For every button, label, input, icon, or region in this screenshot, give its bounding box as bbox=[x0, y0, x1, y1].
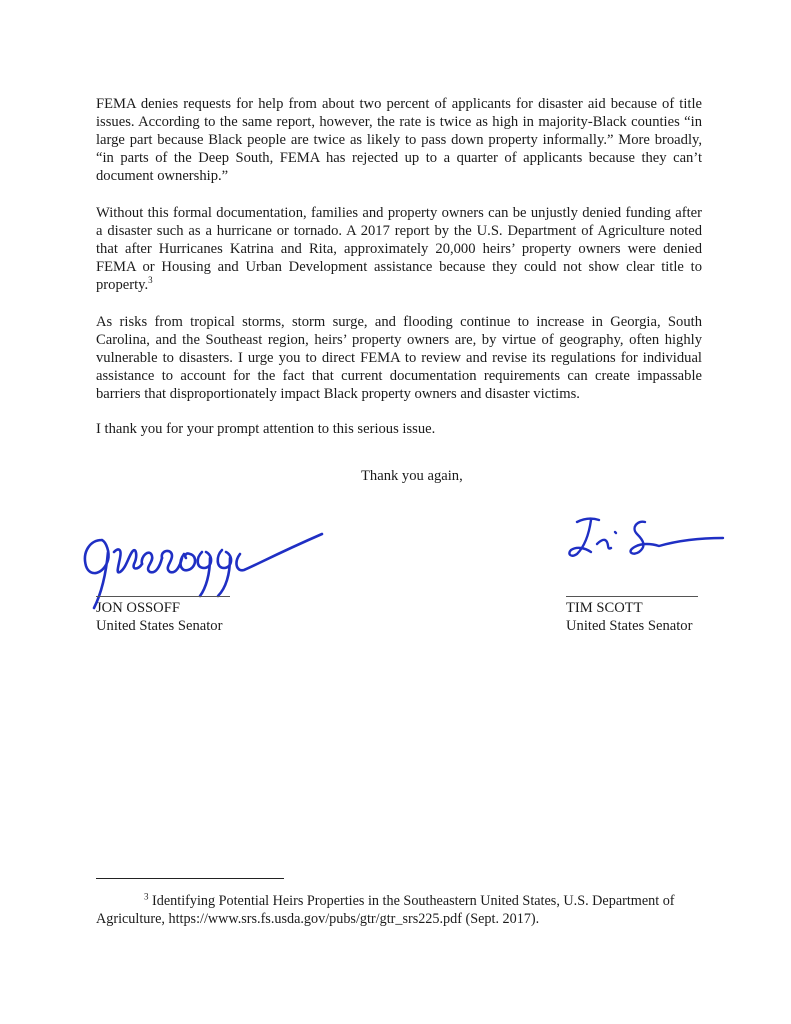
paragraph-risks-request: As risks from tropical storms, storm surge, and flooding continue to increase in Georgia, South Carolina, and the Southeast region, heirs’ property owners are, by virtue of geography, often highly vulnerable to disasters. I urge you to direct FEMA to review and revise its regulations for individual assistance to account for the fact that current documentation requirements can create impassable barriers that disproportionately impact Black property owners and disaster victims. bbox=[96, 314, 702, 403]
signer-title: United States Senator bbox=[96, 618, 223, 634]
signer-title: United States Senator bbox=[566, 618, 693, 634]
signer-name: TIM SCOTT bbox=[566, 600, 643, 616]
paragraph-thanks: I thank you for your prompt attention to this serious issue. bbox=[96, 421, 436, 437]
paragraph-text: Without this formal documentation, families and property owners can be unjustly denied funding after a disaster such as a hurricane or tornado. A 2017 report by the U.S. Department of Agriculture noted that after Hurricanes Katrina and Rita, approximately 20,000 heirs’ property owners were denied FEMA or Housing and Urban Development assistance because they could not show clear title to property. bbox=[96, 205, 702, 294]
footnote-reference: 3 bbox=[148, 275, 153, 286]
signature-line-right bbox=[566, 596, 698, 597]
footnote-marker: 3 bbox=[144, 891, 149, 902]
signature-line-left bbox=[96, 596, 230, 597]
footnote bbox=[96, 892, 704, 928]
footnote-text: Identifying Potential Heirs Properties in the Southeastern United States, U.S. Department of Agriculture, https://www.srs.fs.usda.gov/pubs/gtr/gtr_srs225.pdf (Sept. 2017). bbox=[96, 893, 675, 927]
paragraph-fema-title-issues: FEMA denies requests for help from about two percent of applicants for disaster aid because of title issues. According to the same report, however, the rate is twice as high in majority-Black counties “in large part because Black people are twice as likely to pass down property informally.” More broadly, “in parts of the Deep South, FEMA has rejected up to a quarter of applicants because they can’t document ownership.” bbox=[96, 96, 702, 185]
signature-scott bbox=[563, 508, 728, 573]
closing-line: Thank you again, bbox=[361, 468, 463, 484]
signer-name: JON OSSOFF bbox=[96, 600, 180, 616]
footnote-separator bbox=[96, 878, 284, 879]
signer-block-ossoff bbox=[96, 599, 222, 635]
paragraph-formal-documentation bbox=[96, 204, 702, 294]
signer-block-scott bbox=[566, 599, 692, 635]
